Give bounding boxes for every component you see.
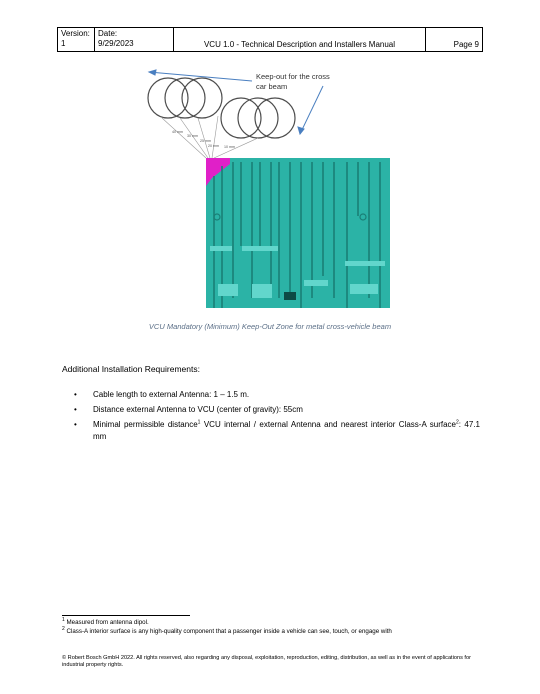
date-cell [95,28,174,52]
figure-caption: VCU Mandatory (Minimum) Keep-Out Zone for metal cross-vehicle beam [148,322,392,331]
requirements-list [62,389,480,446]
list-item-text: Cable length to external Antenna: 1 – 1.5 m. [93,390,250,399]
date-label: Date: [98,29,118,38]
keepout-circle [165,78,205,118]
annotation-text-line2: car beam [256,82,288,91]
footnote-separator [62,615,190,616]
footnote-ref-2[interactable]: 2 [456,419,459,426]
copyright-notice: © Robert Bosch GmbH 2022. All rights reserved, also regarding any disposal, exploitation, reproduction, editing, distribution, as well as in the event of applications for industrial property rights. [62,655,471,668]
bullet-dot: • [74,420,77,429]
page-header-table [57,27,483,52]
bullet-dot: • [74,390,77,399]
version-value: 1 [61,39,66,48]
list-item-text: VCU internal / external Antenna and nearest interior Class-A surface [200,420,457,429]
list-item-text: Minimal permissible distance [93,420,198,429]
dimension-label-20: 20 mm [208,144,219,148]
list-item [62,389,480,401]
document-title: VCU 1.0 - Technical Description and Installers Manual [174,28,426,52]
dimension-lines [162,116,258,158]
footnote-1 [62,616,149,626]
footnote-ref-1[interactable]: 1 [197,419,201,426]
keepout-zone-figure [140,66,400,316]
list-item-text: Distance external Antenna to VCU (center of gravity): 55cm [93,405,303,414]
list-item [62,404,480,416]
keepout-circle [238,98,278,138]
date-value: 9/29/2023 [98,39,134,48]
footnote-2 [62,625,392,635]
footnote-text: Class-A interior surface is any high-quality component that a passenger inside a vehicle can see, touch, or engage with [64,628,392,635]
footnote-mark: 1 [62,616,65,623]
footnote-mark: 2 [62,625,65,632]
bullet-dot: • [74,405,77,414]
dimension-label-30: 30 mm [187,134,198,138]
list-item [62,419,480,443]
version-label: Version: [61,29,90,38]
page-number: Page 9 [426,28,483,52]
footnote-text: Measured from antenna dipol. [64,619,149,626]
dimension-label-10: 10 mm [224,145,235,149]
section-heading: Additional Installation Requirements: [62,364,200,374]
board-dark-component [284,292,296,300]
dimension-label-25: 25 mm [200,139,211,143]
annotation-text-line1: Keep-out for the cross [256,72,330,81]
dimension-label-40: 40 mm [172,130,183,134]
version-cell [58,28,95,52]
list-item-text: : 47.1 mm [93,420,481,441]
